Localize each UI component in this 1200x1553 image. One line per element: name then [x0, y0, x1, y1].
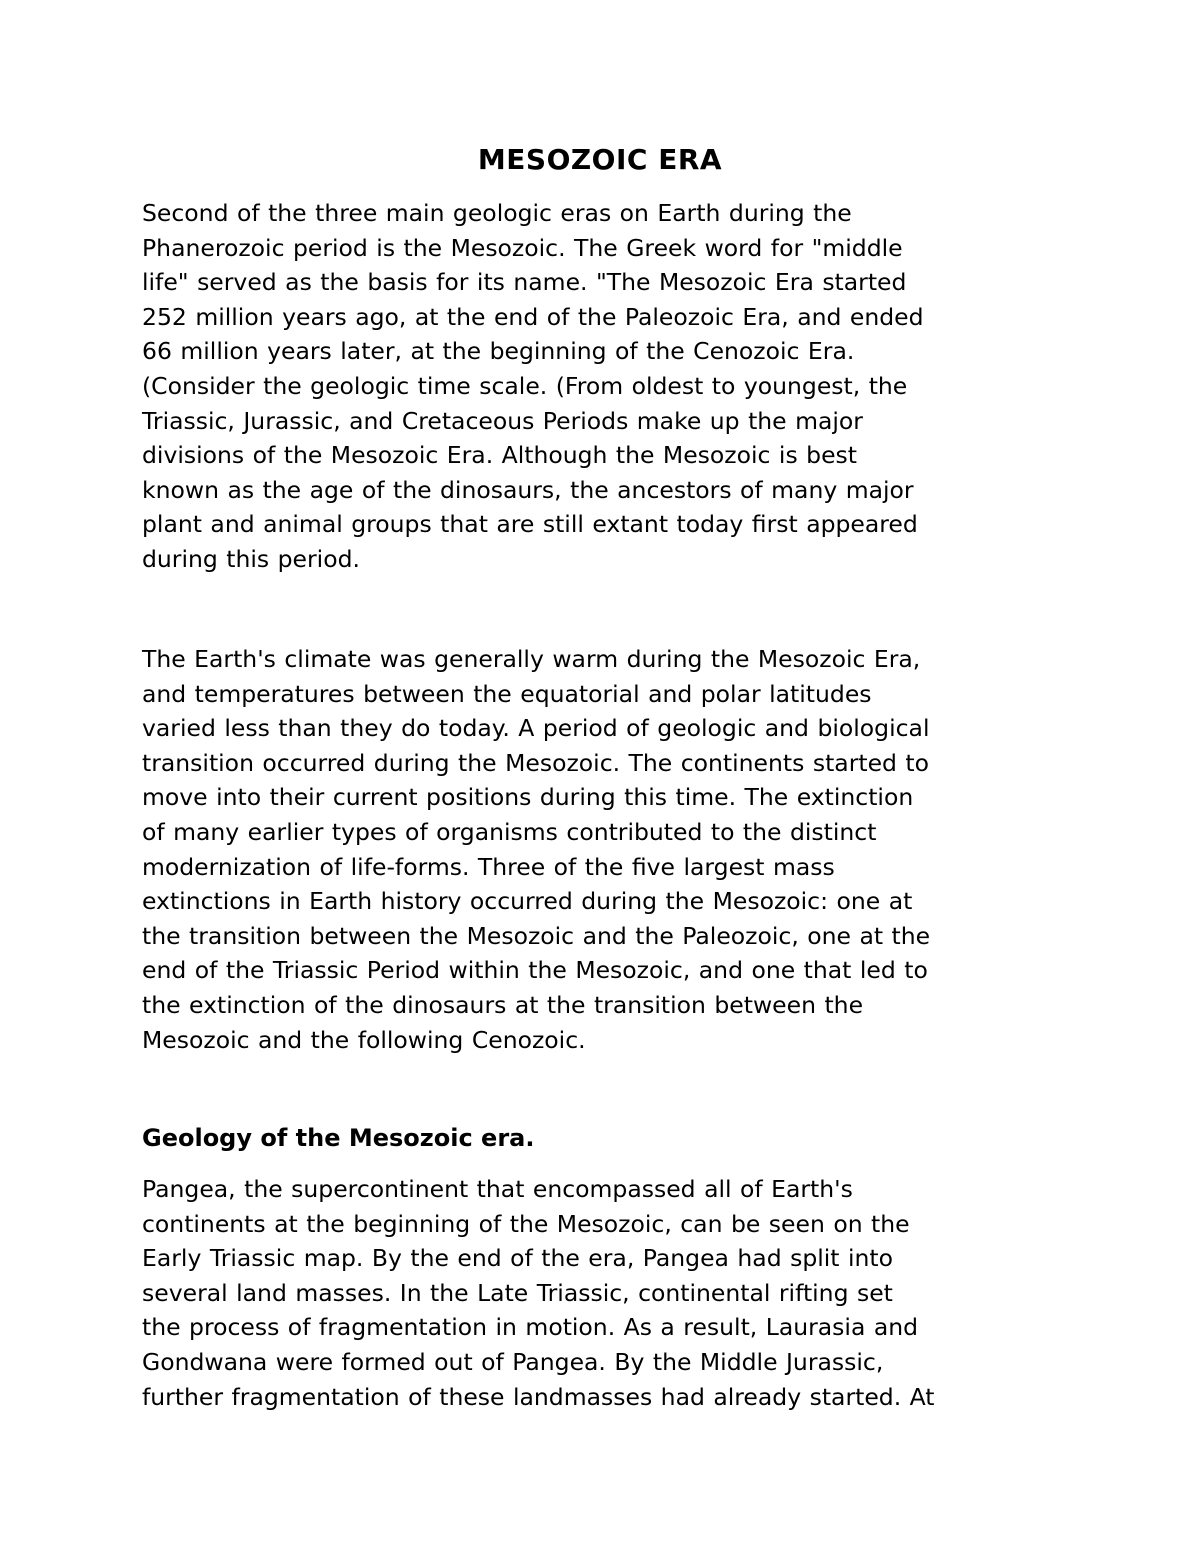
paragraph-line: end of the Triassic Period within the Mesozoic, and one that led to	[142, 956, 928, 985]
paragraph-line: varied less than they do today. A period of geologic and biological	[142, 714, 930, 743]
paragraph-line: extinctions in Earth history occurred during the Mesozoic: one at	[142, 887, 913, 916]
paragraph-line: plant and animal groups that are still extant today first appeared	[142, 510, 918, 539]
paragraph-line: of many earlier types of organisms contributed to the distinct	[142, 817, 877, 846]
paragraph-line: several land masses. In the Late Triassic, continental rifting set	[142, 1278, 893, 1307]
paragraph-line: and temperatures between the equatorial and polar latitudes	[142, 679, 872, 708]
paragraph-line: (Consider the geologic time scale. (From oldest to youngest, the	[142, 371, 908, 400]
paragraph-line: Phanerozoic period is the Mesozoic. The Greek word for "middle	[142, 233, 903, 262]
paragraph-line: divisions of the Mesozoic Era. Although the Mesozoic is best	[142, 441, 857, 470]
paragraph-line: during this period.	[142, 544, 360, 573]
paragraph-line: The Earth's climate was generally warm during the Mesozoic Era,	[142, 645, 921, 673]
paragraph-line: Early Triassic map. By the end of the era, Pangea had split into	[142, 1244, 894, 1273]
paragraph-line: transition occurred during the Mesozoic. The continents started to	[142, 748, 930, 777]
paragraph-line: the extinction of the dinosaurs at the transition between the	[142, 990, 864, 1019]
paragraph-line: 252 million years ago, at the end of the Paleozoic Era, and ended	[142, 302, 924, 331]
document-title: MESOZOIC ERA	[477, 143, 723, 176]
paragraph-line: known as the age of the dinosaurs, the ancestors of many major	[142, 475, 914, 504]
paragraph-line: further fragmentation of these landmasses had already started. At	[142, 1382, 935, 1411]
paragraph-line: modernization of life-forms. Three of the five largest mass	[142, 852, 835, 881]
paragraph-line: Triassic, Jurassic, and Cretaceous Periods make up the major	[142, 406, 863, 435]
paragraph-line: the process of fragmentation in motion. As a result, Laurasia and	[142, 1313, 919, 1342]
paragraph-line: Pangea, the supercontinent that encompassed all of Earth's	[142, 1175, 853, 1203]
paragraph-intro	[142, 196, 1072, 577]
paragraph-geology	[142, 1172, 1072, 1414]
paragraph-line: Second of the three main geologic eras on Earth during the	[142, 199, 852, 227]
paragraph-line: 66 million years later, at the beginning of the Cenozoic Era.	[142, 337, 855, 366]
paragraph-line: move into their current positions during this time. The extinction	[142, 783, 914, 812]
paragraph-line: life" served as the basis for its name. "The Mesozoic Era started	[142, 268, 907, 297]
paragraph-line: Gondwana were formed out of Pangea. By the Middle Jurassic,	[142, 1347, 884, 1376]
paragraph-climate	[142, 642, 1072, 1057]
section-heading: Geology of the Mesozoic era.	[142, 1124, 535, 1152]
paragraph-line: Mesozoic and the following Cenozoic.	[142, 1025, 586, 1054]
paragraph-line: the transition between the Mesozoic and the Paleozoic, one at the	[142, 921, 931, 950]
paragraph-line: continents at the beginning of the Mesozoic, can be seen on the	[142, 1209, 910, 1238]
